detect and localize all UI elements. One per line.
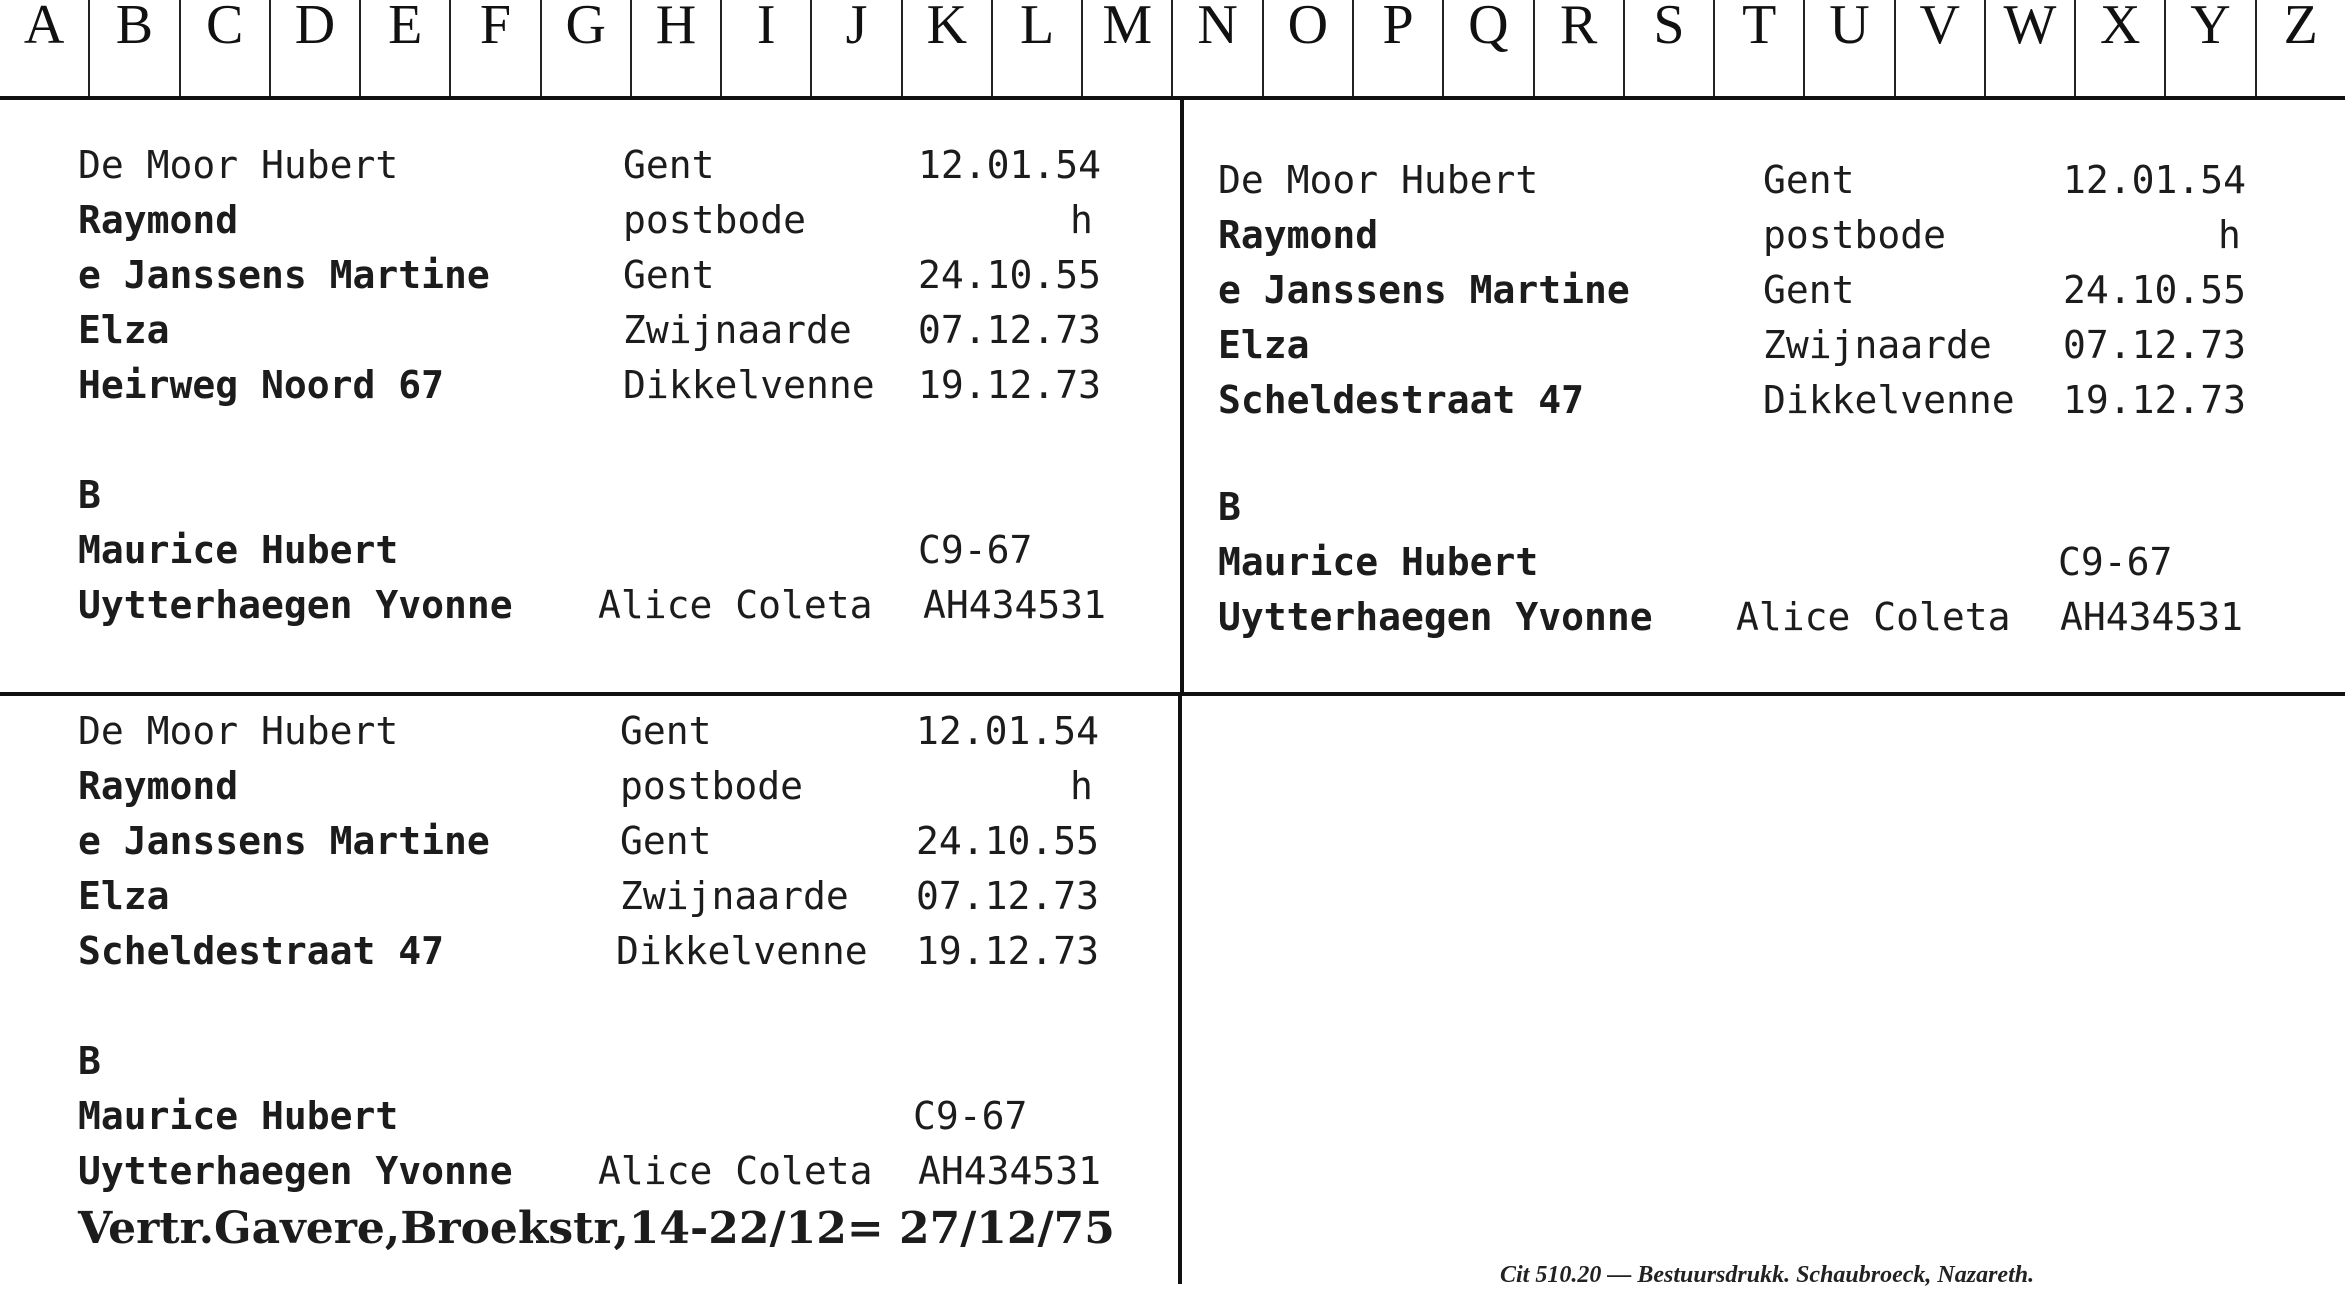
name-field: Raymond — [78, 198, 239, 242]
index-letter-s: S — [1625, 0, 1715, 96]
record-card-bottom-left — [78, 704, 1178, 1259]
child-code-field: C9-67 — [2058, 540, 2173, 584]
record-card-top-left — [78, 138, 1178, 633]
vertical-divider-bottom — [1178, 696, 1182, 1284]
index-letter-q: Q — [1444, 0, 1534, 96]
card-row — [78, 814, 1178, 869]
place-field: Zwijnaarde — [620, 874, 849, 918]
index-letter-f: F — [451, 0, 541, 96]
index-letter-a: A — [0, 0, 90, 96]
place-field: Gent — [623, 143, 715, 187]
date-field: h — [1070, 764, 1093, 808]
code-field: B — [78, 473, 101, 517]
place-field: Dikkelvenne — [1763, 378, 2015, 422]
card-row — [78, 193, 1178, 248]
child-name-field: Uytterhaegen Yvonne — [78, 583, 513, 627]
name-field: De Moor Hubert — [1218, 158, 1539, 202]
card-row — [1218, 263, 2328, 318]
place-field: Gent — [620, 709, 712, 753]
card-row — [78, 924, 1178, 979]
index-letter-z: Z — [2283, 0, 2318, 56]
address-field: Heirweg Noord 67 — [78, 363, 445, 407]
departure-note: Vertr.Gavere,Broekstr,14-22/12= 27/12/75 — [78, 1203, 1115, 1254]
child-given-names-field: Alice Coleta — [1736, 595, 2011, 639]
index-letter-u: U — [1805, 0, 1895, 96]
child-code-field: C9-67 — [913, 1094, 1028, 1138]
card-row — [78, 358, 1178, 413]
occupation-field: postbode — [620, 764, 804, 808]
date-field: 24.10.55 — [2063, 268, 2247, 312]
name-field: Raymond — [1218, 213, 1379, 257]
printer-footer: Cit 510.20 — Bestuursdrukk. Schaubroeck, Nazareth. — [1500, 1262, 2035, 1288]
name-field: e Janssens Martine — [78, 253, 490, 297]
place-field: Gent — [1763, 268, 1855, 312]
name-field: e Janssens Martine — [1218, 268, 1630, 312]
child-id-field: AH434531 — [2060, 595, 2244, 639]
place-field: Dikkelvenne — [616, 929, 868, 973]
address-field: Scheldestraat 47 — [78, 929, 445, 973]
card-row — [1218, 318, 2328, 373]
card-row — [1218, 373, 2328, 428]
date-field: 07.12.73 — [916, 874, 1100, 918]
card-row — [1218, 590, 2328, 645]
name-field: Elza — [78, 874, 170, 918]
child-name-field: Maurice Hubert — [78, 1094, 399, 1138]
index-letter-k: K — [903, 0, 993, 96]
place-field: Zwijnaarde — [1763, 323, 1992, 367]
date-field: 24.10.55 — [916, 819, 1100, 863]
date-field: 12.01.54 — [916, 709, 1100, 753]
date-field: h — [2218, 213, 2241, 257]
card-row — [78, 1089, 1178, 1144]
code-field: B — [78, 1039, 101, 1083]
date-field: 19.12.73 — [918, 363, 1102, 407]
index-letter-c: C — [181, 0, 271, 96]
index-letter-i: I — [722, 0, 812, 96]
index-letter-o: O — [1264, 0, 1354, 96]
card-row — [78, 523, 1178, 578]
card-row — [78, 704, 1178, 759]
record-card-top-right — [1218, 153, 2328, 645]
child-code-field: C9-67 — [918, 528, 1033, 572]
date-field: h — [1070, 198, 1093, 242]
card-row — [78, 468, 1178, 523]
name-field: e Janssens Martine — [78, 819, 490, 863]
place-field: Dikkelvenne — [623, 363, 875, 407]
index-letter-e: E — [361, 0, 451, 96]
place-field: Gent — [623, 253, 715, 297]
card-row — [1218, 480, 2328, 535]
card-row — [1218, 208, 2328, 263]
card-row — [78, 869, 1178, 924]
place-field: Zwijnaarde — [623, 308, 852, 352]
index-letter-v: V — [1896, 0, 1986, 96]
child-name-field: Uytterhaegen Yvonne — [78, 1149, 513, 1193]
child-given-names-field: Alice Coleta — [598, 583, 873, 627]
index-letter-g: G — [542, 0, 632, 96]
card-row — [78, 248, 1178, 303]
date-field: 12.01.54 — [2063, 158, 2247, 202]
index-letter-m: M — [1083, 0, 1173, 96]
child-given-names-field: Alice Coleta — [598, 1149, 873, 1193]
index-letter-p: P — [1354, 0, 1444, 96]
child-name-field: Maurice Hubert — [78, 528, 399, 572]
card-row — [78, 578, 1178, 633]
index-letter-d: D — [271, 0, 361, 96]
occupation-field: postbode — [623, 198, 807, 242]
date-field: 07.12.73 — [918, 308, 1102, 352]
child-id-field: AH434531 — [923, 583, 1107, 627]
code-field: B — [1218, 485, 1241, 529]
name-field: De Moor Hubert — [78, 709, 399, 753]
card-row — [1218, 153, 2328, 208]
place-field: Gent — [1763, 158, 1855, 202]
date-field: 12.01.54 — [918, 143, 1102, 187]
index-letter-r: R — [1535, 0, 1625, 96]
occupation-field: postbode — [1763, 213, 1947, 257]
card-row — [78, 1034, 1178, 1089]
name-field: Raymond — [78, 764, 239, 808]
index-letter-strip — [0, 0, 2345, 100]
date-field: 19.12.73 — [916, 929, 1100, 973]
vertical-divider-top — [1180, 100, 1184, 695]
index-letter-y: Y — [2166, 0, 2256, 96]
index-letter-j: J — [812, 0, 902, 96]
date-field: 24.10.55 — [918, 253, 1102, 297]
name-field: Elza — [1218, 323, 1310, 367]
card-row — [78, 138, 1178, 193]
index-letter-h: H — [632, 0, 722, 96]
child-id-field: AH434531 — [918, 1149, 1102, 1193]
name-field: Elza — [78, 308, 170, 352]
place-field: Gent — [620, 819, 712, 863]
address-field: Scheldestraat 47 — [1218, 378, 1585, 422]
index-letter-x: X — [2076, 0, 2166, 96]
index-letter-b: B — [90, 0, 180, 96]
index-letter-t: T — [1715, 0, 1805, 96]
name-field: De Moor Hubert — [78, 143, 399, 187]
card-row — [1218, 535, 2328, 590]
card-row — [78, 303, 1178, 358]
date-field: 07.12.73 — [2063, 323, 2247, 367]
child-name-field: Maurice Hubert — [1218, 540, 1539, 584]
index-letter-w: W — [1986, 0, 2076, 96]
horizontal-divider — [0, 692, 2345, 696]
card-row — [78, 1144, 1178, 1199]
date-field: 19.12.73 — [2063, 378, 2247, 422]
child-name-field: Uytterhaegen Yvonne — [1218, 595, 1653, 639]
index-letter-l: L — [993, 0, 1083, 96]
index-letter-n: N — [1173, 0, 1263, 96]
card-row — [78, 759, 1178, 814]
